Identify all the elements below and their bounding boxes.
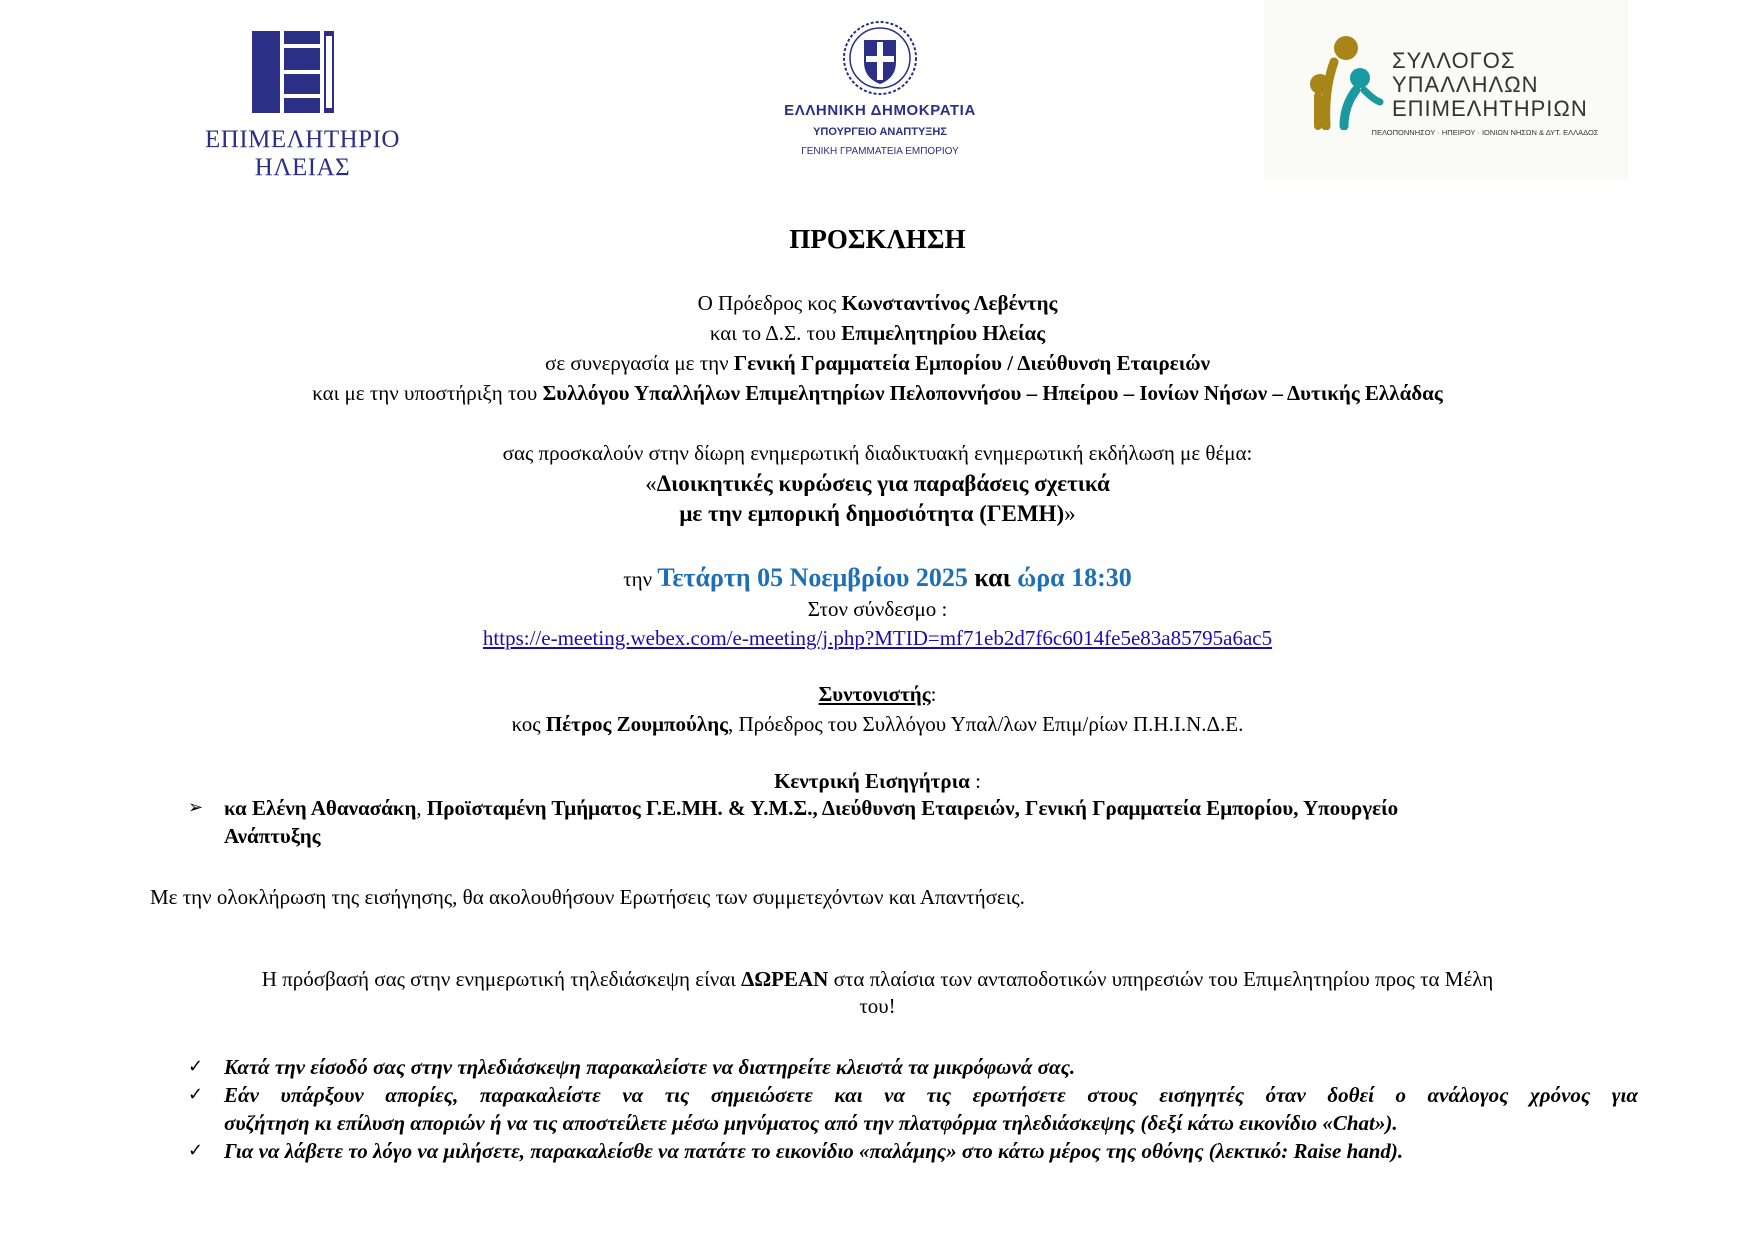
supporter-name: Συλλόγου Υπαλλήλων Επιμελητηρίων Πελοποννήσου – Ηπείρου – Ιονίων Νήσων – Δυτικής Ελλάδας xyxy=(542,381,1443,405)
moderator-pre: κος xyxy=(511,712,546,736)
moderator-role: , Πρόεδρος του Συλλόγου Υπαλ/λων Επιμ/ρίων Π.Η.Ι.Ν.Δ.Ε. xyxy=(727,712,1244,736)
link-row xyxy=(0,623,1755,653)
logo-hellenic-republic xyxy=(760,18,1000,168)
check-icon: ✓ xyxy=(188,1084,204,1105)
meeting-link[interactable]: https://e-meeting.webex.com/e-meeting/j.php?MTID=mf71eb2d7f6c6014fe5e83a85795a6ac5 xyxy=(482,626,1273,650)
speaker-comma: , xyxy=(416,796,427,820)
link-label: Στον σύνδεσμο : xyxy=(807,597,948,621)
note-1-text: Κατά την είσοδό σας στην τηλεδιάσκεψη παρακαλείστε να διατηρείτε κλειστά τα μικρόφωνά σας. xyxy=(224,1055,1076,1079)
speaker-heading xyxy=(0,766,1755,796)
speaker-name: κα Ελένη Αθανασάκη xyxy=(224,796,417,820)
topic-l2: με την εμπορική δημοσιότητα (ΓΕΜΗ) xyxy=(679,501,1065,526)
check-icon: ✓ xyxy=(188,1140,204,1161)
note-2-text-l2: συζήτηση κι επίλυση αποριών ή να τις αποστείλετε μέσω μηνύματος από την πλατφόρμα τηλεδιάσκεψης (δεξί κάτω εικονίδιο «Chat»). xyxy=(224,1111,1398,1135)
logo-right-line3: ΕΠΙΜΕΛΗΤΗΡΙΩΝ xyxy=(1392,96,1588,121)
topic-close-quote: » xyxy=(1064,501,1076,526)
logo-center-line2: ΥΠΟΥΡΓΕΙΟ ΑΝΑΠΤΥΞΗΣ xyxy=(813,126,947,138)
epimelitirio-mark-icon xyxy=(180,26,425,126)
invite-line: σας προσκαλούν στην δίωρη ενημερωτική διαδικτυακή ενημερωτική εκδήλωση με θέμα: xyxy=(502,441,1253,465)
event-date: Τετάρτη 05 Νοεμβρίου 2025 xyxy=(657,563,968,592)
free-post: στα πλαίσια των ανταποδοτικών υπηρεσιών του Επιμελητηρίου προς τα Μέλη xyxy=(828,967,1494,991)
free-pre: Η πρόσβασή σας στην ενημερωτική τηλεδιάσκεψη είναι xyxy=(261,967,742,991)
speaker-role-l1: Προϊσταμένη Τμήματος Γ.Ε.ΜΗ. & Υ.Μ.Σ., Διεύθυνση Εταιρειών, Γενική Γραμματεία Εμπορίου, Υπουργείο xyxy=(426,796,1399,820)
moderator-heading xyxy=(0,679,1755,709)
intro-l2-pre: και το Δ.Σ. του xyxy=(709,321,842,345)
logo-syllogos-ypallilon xyxy=(1264,0,1628,180)
topic-open-quote: « xyxy=(645,471,657,496)
intro-line-3 xyxy=(0,348,1755,378)
greek-coat-of-arms-icon xyxy=(840,18,920,98)
intro-line-1 xyxy=(0,288,1755,318)
partner-name: Γενική Γραμματεία Εμπορίου / Διεύθυνση Εταιρειών xyxy=(733,351,1210,375)
syllogos-people-icon xyxy=(1304,30,1384,130)
arrow-bullet-icon: ➢ xyxy=(188,797,204,818)
intro-l3-pre: σε συνεργασία με την xyxy=(545,351,734,375)
page-title: ΠΡΟΣΚΛΗΣΗ xyxy=(789,224,966,254)
moderator-line xyxy=(0,709,1755,739)
free-access-line-1 xyxy=(0,964,1755,994)
intro-l1-pre: Ο Πρόεδρος κος xyxy=(697,291,842,315)
logo-left-line1: ΕΠΙΜΕΛΗΤΗΡΙΟ xyxy=(205,126,400,153)
logo-right-line2: ΥΠΑΛΛΗΛΩΝ xyxy=(1392,72,1539,97)
speaker-heading-text: Κεντρική Εισηγήτρια xyxy=(774,769,970,793)
note-3-text: Για να λάβετε το λόγο να μιλήσετε, παρακαλείσθε να πατάτε το εικονίδιο «παλάμης» στο κάτω μέρος της οθόνης (λεκτικό: Raise hand). xyxy=(224,1139,1404,1163)
moderator-heading-colon: : xyxy=(930,682,937,706)
logo-epimelitirio-ilias xyxy=(180,26,425,186)
topic-l1: Διοικητικές κυρώσεις για παραβάσεις σχετικά xyxy=(656,471,1110,496)
event-datetime xyxy=(0,562,1755,595)
topic-line-2 xyxy=(0,499,1755,529)
intro-line-2 xyxy=(0,318,1755,348)
speaker-text-l2 xyxy=(224,822,320,850)
moderator-heading-text: Συντονιστής xyxy=(818,682,931,706)
topic-line-1 xyxy=(0,469,1755,499)
event-time: ώρα 18:30 xyxy=(1017,563,1132,592)
intro-l4-pre: και με την υποστήριξη του xyxy=(312,381,543,405)
free-bold: ΔΩΡΕΑΝ xyxy=(741,967,829,991)
free-access-line-2: του! xyxy=(859,994,896,1018)
logo-left-line2: ΗΛΕΙΑΣ xyxy=(254,154,351,181)
moderator-name: Πέτρος Ζουμπούλης xyxy=(545,712,728,736)
speaker-role-l2: Ανάπτυξης xyxy=(224,824,321,848)
speaker-heading-colon: : xyxy=(969,769,981,793)
president-name: Κωνσταντίνος Λεβέντης xyxy=(841,291,1058,315)
check-icon: ✓ xyxy=(188,1056,204,1077)
logo-right-line1: ΣΥΛΛΟΓΟΣ xyxy=(1392,48,1516,73)
qa-line: Με την ολοκλήρωση της εισήγησης, θα ακολουθήσουν Ερωτήσεις των συμμετεχόντων και Απαντήσεις. xyxy=(150,885,1025,909)
intro-line-4 xyxy=(0,378,1755,408)
date-pre: την xyxy=(623,567,658,591)
logo-right-subtitle: ΠΕΛΟΠΟΝΝΗΣΟΥ · ΗΠΕΙΡΟΥ · ΙΟΝΙΩΝ ΝΗΣΩΝ & ΔΥΤ. ΕΛΛΑΔΟΣ xyxy=(1371,128,1599,137)
chamber-name: Επιμελητηρίου Ηλείας xyxy=(841,321,1046,345)
note-2-text-l1: Εάν υπάρξουν απορίες, παρακαλείστε να τις σημειώσετε και να τις ερωτήσετε στους εισηγητές όταν δοθεί ο ανάλογος χρόνος για xyxy=(224,1083,1638,1107)
logo-center-line3: ΓΕΝΙΚΗ ΓΡΑΜΜΑΤΕΙΑ ΕΜΠΟΡΙΟΥ xyxy=(801,146,959,157)
logo-center-line1: ΕΛΛΗΝΙΚΗ ΔΗΜΟΚΡΑΤΙΑ xyxy=(784,102,976,119)
speaker-text xyxy=(224,794,1638,822)
date-and: και xyxy=(967,563,1018,592)
